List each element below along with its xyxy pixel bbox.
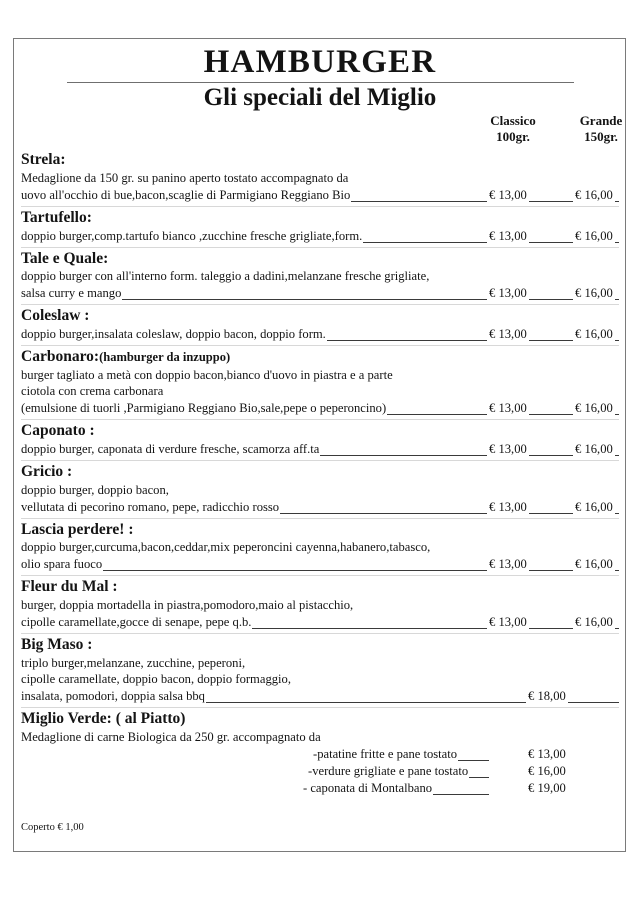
menu-item-description-line: salsa curry e mango xyxy=(21,286,122,301)
menu-item-name-text: Lascia perdere! : xyxy=(21,520,134,538)
menu-item-price-row xyxy=(21,614,619,631)
menu-item-description-line: cipolle caramellate, doppio bacon, doppio formaggio, xyxy=(21,672,291,687)
menu-item-name-text: Tartufello: xyxy=(21,208,92,226)
menu-item-description-line: doppio burger, doppio bacon, xyxy=(21,482,169,497)
menu-item-description-line: triplo burger,melanzane, zucchine, peperoni, xyxy=(21,655,246,670)
page-subtitle: Gli speciali del Miglio xyxy=(203,83,437,111)
menu-item-name xyxy=(21,462,75,482)
menu-item-name xyxy=(21,347,233,367)
menu-item-description-line: olio spara fuoco xyxy=(21,557,103,572)
column-header-grande xyxy=(561,113,640,145)
menu-item-price-grande: € 16,00 xyxy=(575,557,613,572)
menu-item-name-text: Gricio : xyxy=(21,463,73,481)
menu-item-price-grande: € 16,00 xyxy=(575,499,613,514)
menu-item-name xyxy=(21,306,92,326)
menu-page xyxy=(13,38,626,852)
menu-item-name xyxy=(21,421,98,441)
menu-item-description-line: uovo all'occhio di bue,bacon,scaglie di Parmigiano Reggiano Bio xyxy=(21,187,351,202)
menu-item-description-line: doppio burger,curcuma,bacon,ceddar,mix peperoncini cayenna,habanero,tabasco, xyxy=(21,540,431,555)
menu-item-price-grande: € 16,00 xyxy=(575,401,613,416)
menu-item-price-grande: € 16,00 xyxy=(575,228,613,243)
menu-item-miglio-verde xyxy=(21,707,619,799)
menu-item-description-line: ciotola con crema carbonara xyxy=(21,384,164,399)
menu-item xyxy=(21,345,619,419)
menu-item xyxy=(21,633,619,707)
menu-item xyxy=(21,460,619,518)
menu-item xyxy=(21,206,619,247)
menu-item-name-text: Caponato : xyxy=(21,422,95,440)
menu-item-description-line: doppio burger con all'interno form. taleggio a dadini,melanzane fresche grigliate, xyxy=(21,269,430,284)
page-title: HAMBURGER xyxy=(203,44,437,80)
menu-item-name xyxy=(21,635,95,655)
miglio-verde-option-price: € 16,00 xyxy=(528,763,566,778)
menu-item-name xyxy=(21,249,111,269)
miglio-verde-option-label: - caponata di Montalbano xyxy=(303,780,433,795)
miglio-verde-option-label: -patatine fritte e pane tostato xyxy=(313,746,458,761)
menu-item xyxy=(21,575,619,633)
menu-header xyxy=(21,39,619,111)
menu-item-name-text: Carbonaro: xyxy=(21,347,100,365)
menu-item-price-row xyxy=(21,228,619,245)
menu-item-description-line: doppio burger,insalata coleslaw, doppio bacon, doppio form. xyxy=(21,326,326,341)
menu-item-description-line: Medaglione da 150 gr. su panino aperto tostato accompagnato da xyxy=(21,170,349,185)
miglio-verde-option-price: € 13,00 xyxy=(528,746,566,761)
price-leader-line xyxy=(21,570,619,571)
menu-item-name xyxy=(21,150,68,170)
menu-item-description-line: burger tagliato a metà con doppio bacon,bianco d'uovo in piastra e a parte xyxy=(21,367,393,382)
menu-item-name-text: Fleur du Mal : xyxy=(21,578,118,596)
price-column-headers xyxy=(21,113,623,149)
column-header-grande-weight: 150gr. xyxy=(584,129,618,144)
menu-item-price-row xyxy=(21,187,619,204)
menu-item xyxy=(21,518,619,576)
menu-item-price-grande: € 16,00 xyxy=(575,187,613,202)
menu-item-price-classico: € 13,00 xyxy=(489,187,527,202)
menu-item-name-text: Strela: xyxy=(21,151,66,169)
menu-item-name xyxy=(21,577,121,597)
menu-item-price-row xyxy=(21,326,619,343)
menu-item-price-row xyxy=(21,556,619,573)
miglio-verde-option-row xyxy=(21,763,619,780)
menu-item-qualifier: (hamburger da inzuppo) xyxy=(99,349,231,364)
miglio-verde-option-row xyxy=(21,780,619,797)
menu-item xyxy=(21,149,619,206)
menu-item-description-line: insalata, pomodori, doppia salsa bbq xyxy=(21,689,205,704)
menu-item-price-row xyxy=(21,400,619,417)
menu-item-name-text: Tale e Quale: xyxy=(21,249,109,267)
menu-item-price-classico: € 13,00 xyxy=(489,614,527,629)
menu-item-price-classico: € 13,00 xyxy=(489,401,527,416)
menu-item-price-row xyxy=(21,441,619,458)
menu-item-price-grande: € 16,00 xyxy=(575,614,613,629)
menu-item-price-grande: € 16,00 xyxy=(575,442,613,457)
menu-item-name xyxy=(21,520,137,540)
menu-item-name: Miglio Verde: ( al Piatto) xyxy=(21,709,188,729)
menu-item-price: € 18,00 xyxy=(528,689,566,704)
menu-item-name-text: Coleslaw : xyxy=(21,307,90,325)
menu-item-description-line: vellutata di pecorino romano, pepe, radicchio rosso xyxy=(21,499,280,514)
menu-item-price-classico: € 13,00 xyxy=(489,326,527,341)
menu-item-name-text: Big Maso : xyxy=(21,635,93,653)
miglio-verde-option-label: -verdure grigliate e pane tostato xyxy=(308,763,469,778)
miglio-verde-option-row xyxy=(21,746,619,763)
menu-item-price-grande: € 16,00 xyxy=(575,286,613,301)
menu-item-price-classico: € 13,00 xyxy=(489,286,527,301)
menu-item xyxy=(21,419,619,460)
menu-item-price-classico: € 13,00 xyxy=(489,557,527,572)
column-header-grande-name: Grande xyxy=(579,113,623,129)
coperto-note: Coperto € 1,00 xyxy=(21,822,84,834)
title-divider xyxy=(67,82,574,83)
miglio-verde-option-price: € 19,00 xyxy=(528,780,566,795)
menu-item-description-line: Medaglione di carne Biologica da 250 gr. accompagnato da xyxy=(21,729,321,744)
menu-item-name xyxy=(21,208,95,228)
menu-item-description-line: cipolle caramellate,gocce di senape, pepe q.b. xyxy=(21,614,252,629)
menu-item-price-classico: € 13,00 xyxy=(489,499,527,514)
menu-item-price-classico: € 13,00 xyxy=(489,442,527,457)
menu-item-price-row xyxy=(21,285,619,302)
menu-item-description-line: (emulsione di tuorli ,Parmigiano Reggiano Bio,sale,pepe o peperoncino) xyxy=(21,401,387,416)
menu-item-price-row xyxy=(21,688,619,705)
menu-item-price-row xyxy=(21,499,619,516)
menu-item xyxy=(21,304,619,345)
menu-item-description-line: doppio burger, caponata di verdure fresche, scamorza aff.ta xyxy=(21,442,320,457)
column-header-classico-weight: 100gr. xyxy=(496,129,530,144)
menu-item-description-line: burger, doppia mortadella in piastra,pomodoro,maio al pistacchio, xyxy=(21,598,354,612)
menu-item-description-line: doppio burger,comp.tartufo bianco ,zucchine fresche grigliate,form. xyxy=(21,228,363,243)
menu-item-list xyxy=(21,149,619,798)
menu-item xyxy=(21,247,619,305)
menu-item-price-classico: € 13,00 xyxy=(489,228,527,243)
column-header-classico xyxy=(473,113,553,145)
menu-item-price-grande: € 16,00 xyxy=(575,326,613,341)
column-header-classico-name: Classico xyxy=(490,113,536,129)
